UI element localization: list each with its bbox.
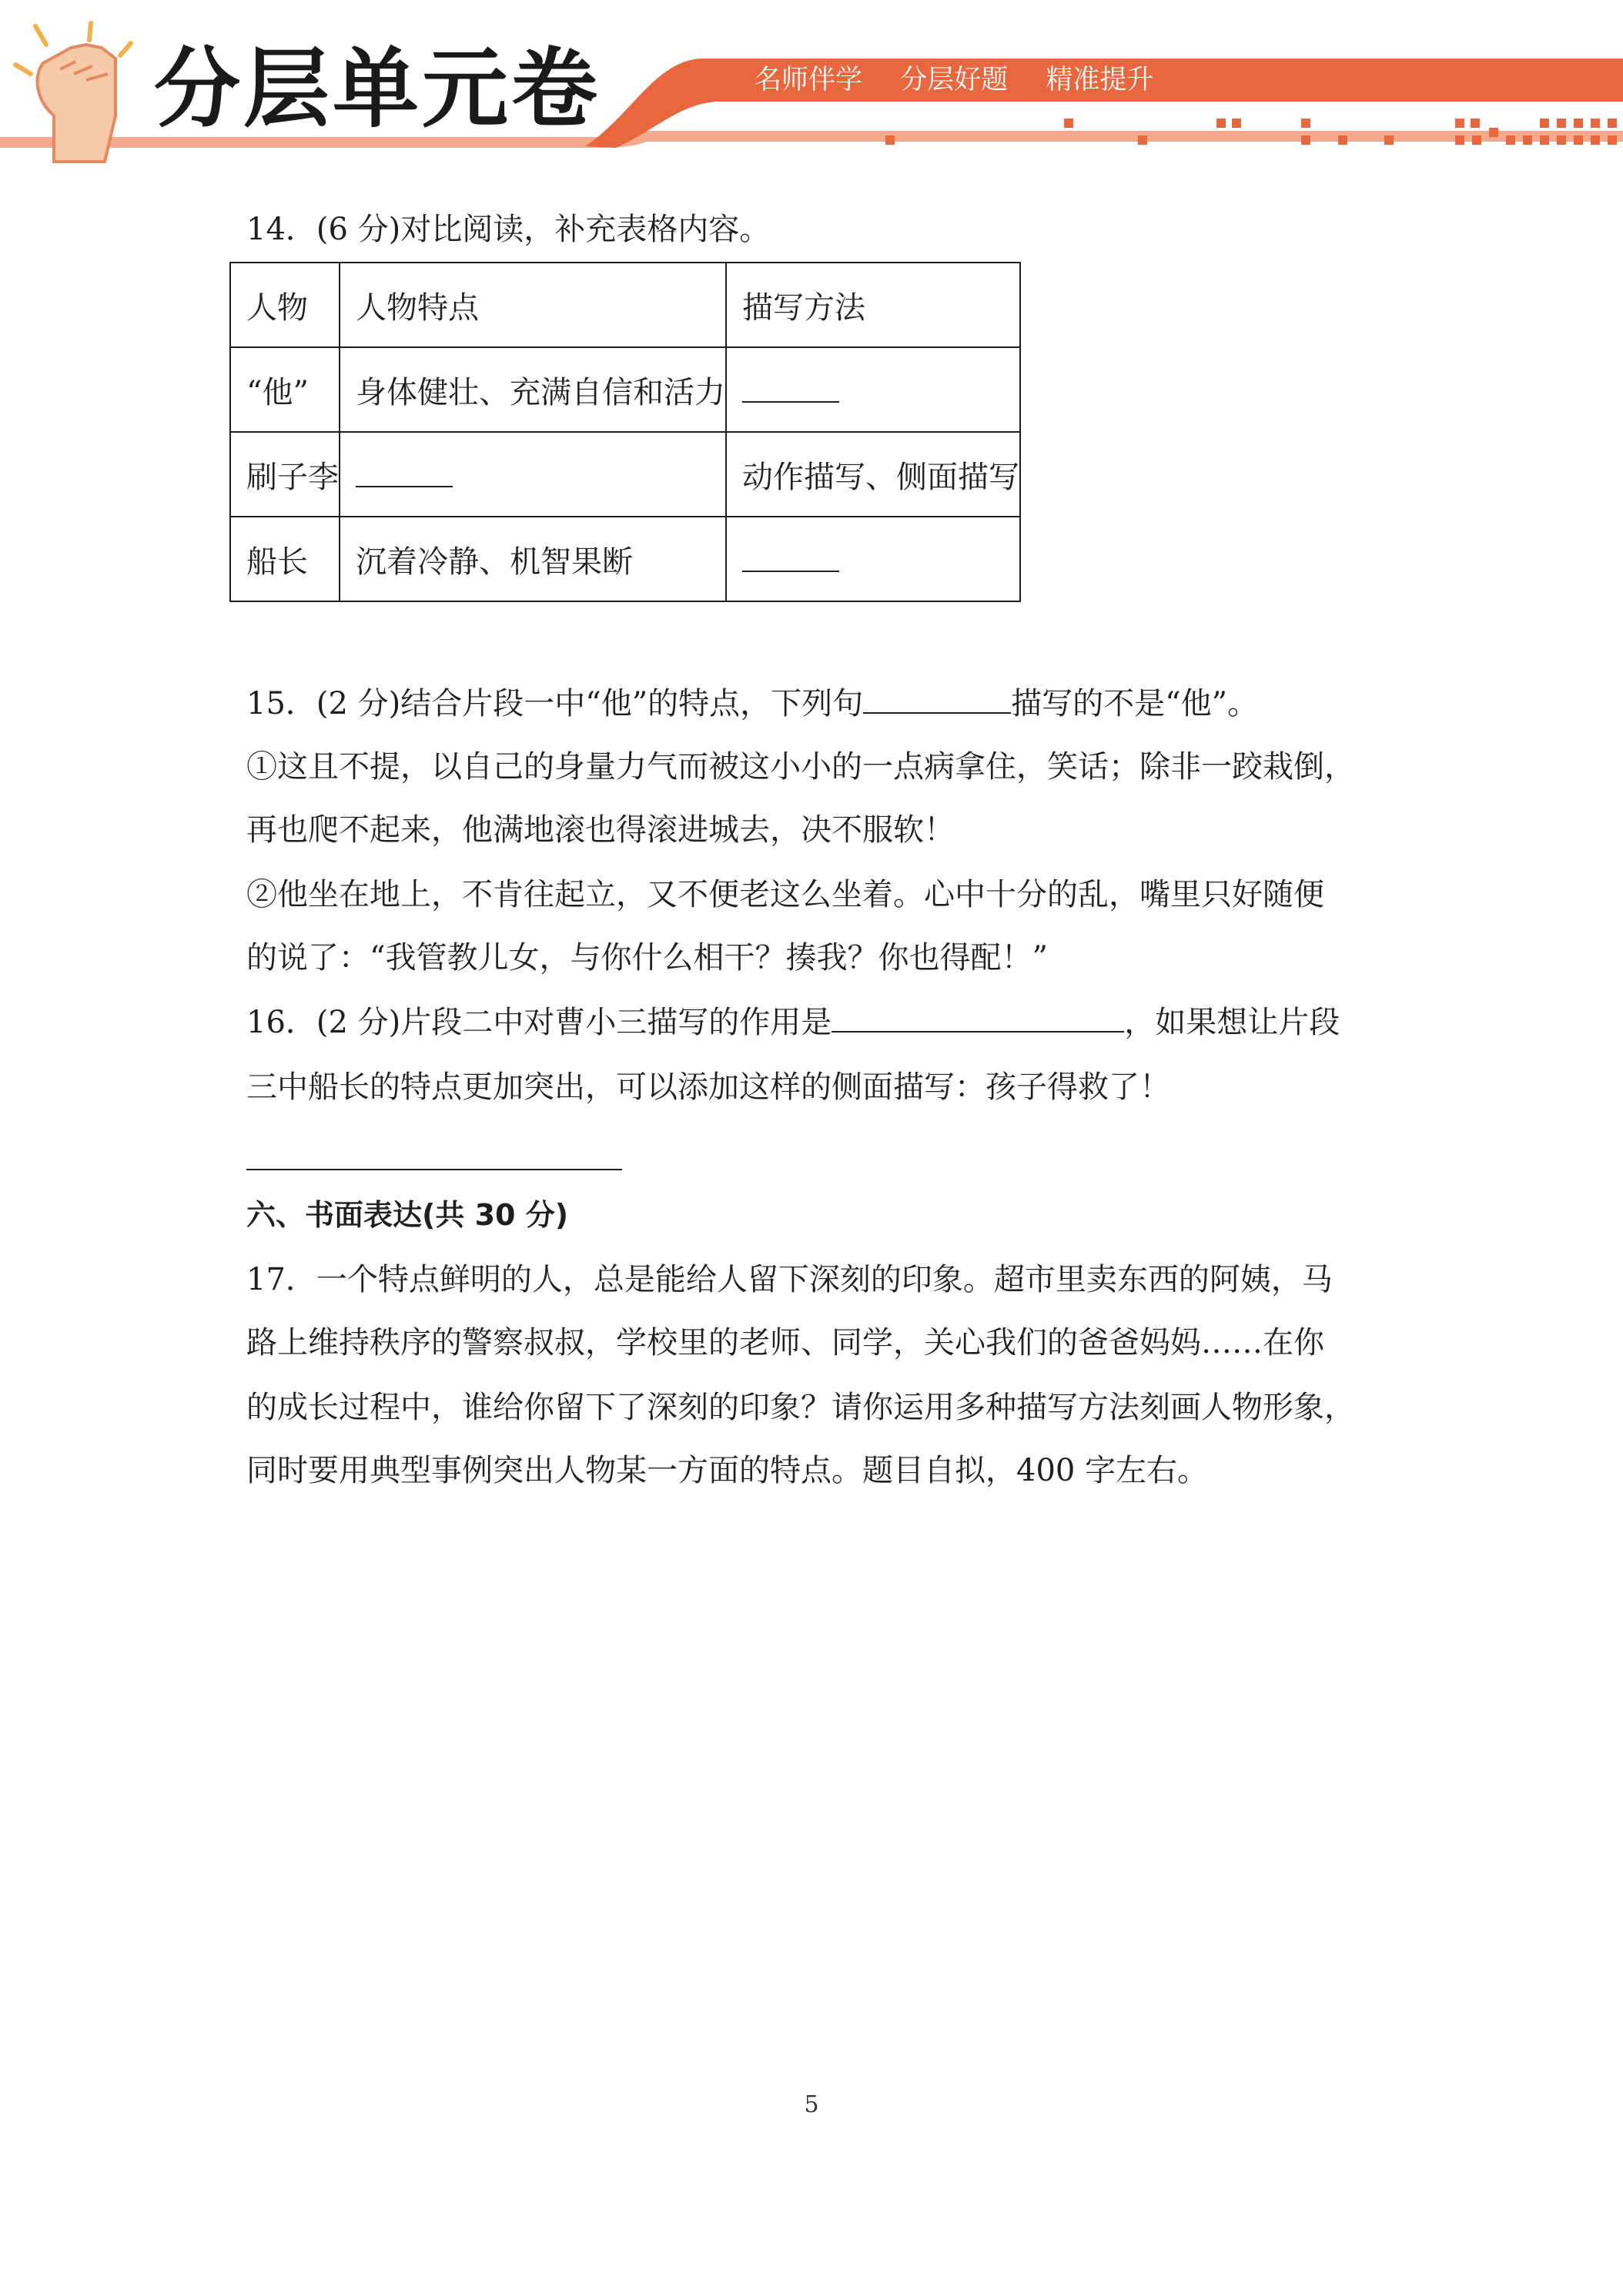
passage-line: ②他坐在地上，不肯往起立，又不便老这么坐着。心中十分的乱，嘴里只好随便 (246, 877, 1324, 912)
question-17-line: 路上维持秩序的警察叔叔，学校里的老师、同学，关心我们的爸爸妈妈……在你 (246, 1325, 1324, 1361)
passage-line: 的说了：“我管教儿女，与你什么相干？揍我？你也得配！” (246, 940, 1048, 976)
question-16-text-before: 16．(2 分)片段二中对曹小三描写的作用是 (246, 1005, 832, 1040)
table-row (230, 432, 1020, 517)
comparison-table (229, 262, 1021, 602)
table-cell-method (726, 347, 1020, 432)
question-17-line: 17．一个特点鲜明的人，总是能给人留下深刻的印象。超市里卖东西的阿姨，马 (246, 1262, 1333, 1297)
answer-blank[interactable] (742, 381, 839, 403)
header-slogans (755, 59, 1183, 102)
question-16-line-2: 三中船长的特点更加突出，可以添加这样的侧面描写：孩子得救了！ (246, 1069, 1170, 1105)
slogan-2: 分层好题 (900, 65, 1009, 95)
table-header-cell: 人物特点 (340, 263, 726, 347)
answer-blank[interactable] (742, 551, 839, 572)
question-16-text-after: ，如果想让片段 (1124, 1005, 1340, 1040)
table-cell-person: “他” (230, 347, 340, 432)
section-heading: 六、书面表达(共 30 分) (246, 1198, 569, 1232)
answer-blank[interactable] (356, 466, 453, 487)
question-17-line: 的成长过程中，谁给你留下了深刻的印象？请你运用多种描写方法刻画人物形象， (246, 1390, 1355, 1425)
question-16-stem (246, 1001, 1386, 1044)
table-cell-trait (340, 432, 726, 517)
question-15-stem (246, 682, 1386, 725)
brand-title: 分层单元卷 (154, 39, 601, 139)
page-number: 5 (804, 2091, 819, 2118)
table-cell-method (726, 517, 1020, 601)
table-row (230, 517, 1020, 601)
question-15-text-before: 15．(2 分)结合片段一中“他”的特点，下列句 (246, 686, 864, 721)
question-15-text-after: 描写的不是“他”。 (1011, 686, 1259, 721)
table-cell-method: 动作描写、侧面描写 (726, 432, 1020, 517)
passage-line: 再也爬不起来，他满地滚也得滚进城去，决不服软！ (246, 812, 955, 848)
answer-line[interactable] (246, 1169, 622, 1170)
table-header-cell: 描写方法 (726, 263, 1020, 347)
table-cell-trait: 身体健壮、充满自信和活力 (340, 347, 726, 432)
table-cell-person: 船长 (230, 517, 340, 601)
page-header (0, 0, 1623, 177)
table-cell-trait: 沉着冷静、机智果断 (340, 517, 726, 601)
question-17-line: 同时要用典型事例突出人物某一方面的特点。题目自拟，400 字左右。 (246, 1453, 1209, 1488)
answer-blank[interactable] (832, 1026, 1124, 1033)
slogan-1: 名师伴学 (755, 65, 863, 95)
table-row (230, 347, 1020, 432)
passage-line: ①这且不提，以自己的身量力气而被这小小的一点病拿住，笑话；除非一跤栽倒， (246, 749, 1355, 785)
question-14-stem: 14．(6 分)对比阅读，补充表格内容。 (246, 212, 771, 247)
table-header-row (230, 263, 1020, 347)
slogan-3: 精准提升 (1046, 65, 1154, 95)
table-header-cell: 人物 (230, 263, 340, 347)
table-cell-person: 刷子李 (230, 432, 340, 517)
answer-blank[interactable] (863, 708, 1011, 714)
